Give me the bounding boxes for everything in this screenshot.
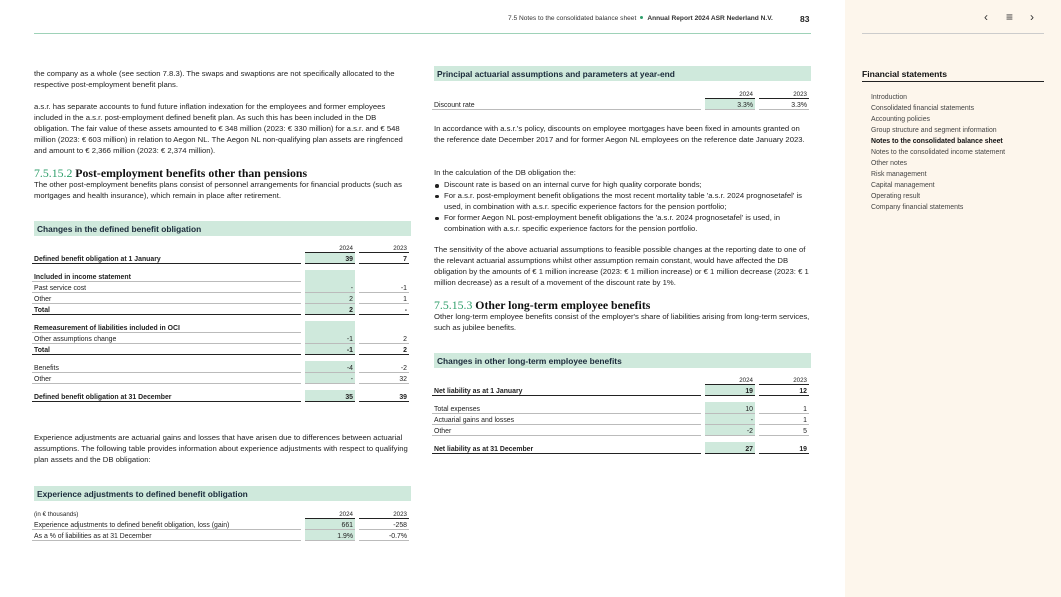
sidebar-nav-item[interactable]: Company financial statements bbox=[871, 204, 964, 212]
value-2024: 39 bbox=[305, 252, 355, 263]
sidebar-nav-item[interactable]: Notes to the consolidated balance sheet bbox=[871, 138, 1003, 146]
value-2023: 3.3% bbox=[759, 98, 809, 109]
value-2024: 27 bbox=[705, 442, 755, 453]
value-2024: 3.3% bbox=[705, 98, 755, 109]
year-2023: 2023 bbox=[759, 88, 809, 98]
table-row bbox=[32, 292, 409, 303]
spacer-cell bbox=[705, 395, 755, 402]
value-2023: 2 bbox=[359, 332, 409, 343]
table-spacer bbox=[32, 354, 409, 361]
table-row bbox=[432, 413, 809, 424]
paragraph-5: In accordance with a.s.r.'s policy, discounts on employee mortgages have been fixed in amounts granted on the reference date December 2017 and for former Aegon NL employees on the reference date January 2023. bbox=[434, 124, 805, 144]
spacer-cell bbox=[305, 354, 355, 361]
bullet-item: Discount rate is based on an internal curve for high quality corporate bonds; bbox=[434, 180, 814, 191]
year-2024: 2024 bbox=[705, 374, 755, 384]
spacer-cell bbox=[432, 395, 701, 402]
table-row bbox=[432, 424, 809, 435]
table-year-header bbox=[432, 374, 809, 384]
table-row bbox=[32, 281, 409, 292]
table-year-header bbox=[432, 88, 809, 98]
spacer-cell bbox=[305, 263, 355, 270]
header-rule bbox=[34, 33, 811, 34]
table-row bbox=[32, 332, 409, 343]
spacer-cell bbox=[359, 383, 409, 390]
value-2024: - bbox=[705, 413, 755, 424]
spacer-cell bbox=[32, 383, 301, 390]
table-year-header bbox=[32, 508, 409, 518]
table-row bbox=[32, 390, 409, 401]
menu-icon[interactable]: ≡ bbox=[1006, 10, 1014, 24]
value-2023: -258 bbox=[359, 518, 409, 529]
sidebar-nav-item[interactable]: Capital management bbox=[871, 182, 935, 190]
spacer-cell bbox=[305, 314, 355, 321]
spacer-cell bbox=[305, 383, 355, 390]
table-row bbox=[432, 442, 809, 453]
header-dot bbox=[640, 16, 643, 19]
sidebar-title-rule bbox=[862, 81, 1044, 82]
table-spacer bbox=[432, 395, 809, 402]
paragraph-2: a.s.r. has separate accounts to fund future inflation indexation for the employees and former employees included in the a.s.r. post-employment defined benefit plan. As such this has been included in the DB obligation. The fair value of these assets amounted to € 348 million (2023: € 330 million) for a.s.r. and € 548 million (2023: € 603 million) in relation to Aegon NL. The Aegon NL non-qualifying plan assets are ringfenced and amount to € 2,366 million (2023: € 2,374 million). bbox=[34, 102, 403, 155]
sidebar-nav-item[interactable]: Notes to the consolidated income statement bbox=[871, 149, 1006, 157]
value-2023: - bbox=[359, 303, 409, 314]
table-row bbox=[32, 270, 409, 281]
year-2024: 2024 bbox=[305, 242, 355, 252]
table-unit-cell bbox=[32, 242, 301, 252]
sidebar-nav-item[interactable]: Risk management bbox=[871, 171, 927, 179]
row-label: Total expenses bbox=[432, 402, 701, 413]
table-title-other-long-term: Changes in other long-term employee benefits bbox=[434, 353, 811, 368]
bullet-item: For a.s.r. post-employment benefit obligations the most recent mortality table 'a.s.r. 2024 prognosetafel' is used, in combination with a.s.r. specific experience factors for the pension portfolio; bbox=[434, 191, 814, 213]
row-label: Discount rate bbox=[432, 98, 701, 109]
value-2024: - bbox=[305, 281, 355, 292]
value-2024: 2 bbox=[305, 292, 355, 303]
table-spacer bbox=[32, 314, 409, 321]
bullet-item: For former Aegon NL post-employment benefit obligations the 'a.s.r. 2024 prognosetafel' is used, in combination with a.s.r. specific experience factors for the pension portfolio. bbox=[434, 213, 814, 235]
sidebar-nav-item[interactable]: Group structure and segment information bbox=[871, 127, 997, 135]
value-2023: 1 bbox=[759, 413, 809, 424]
row-label: Benefits bbox=[32, 361, 301, 372]
table-unit-cell bbox=[432, 374, 701, 384]
value-2023: 19 bbox=[759, 442, 809, 453]
value-2023: 1 bbox=[759, 402, 809, 413]
chevron-right-icon[interactable]: › bbox=[1030, 10, 1034, 24]
table-unit-cell: (in € thousands) bbox=[34, 511, 79, 518]
value-2024 bbox=[305, 321, 355, 332]
sidebar-nav-list bbox=[871, 92, 1005, 214]
row-label: Defined benefit obligation at 31 December bbox=[32, 390, 301, 401]
row-label: Total bbox=[32, 303, 301, 314]
value-2024: 35 bbox=[305, 390, 355, 401]
year-2024: 2024 bbox=[705, 88, 755, 98]
table-row bbox=[32, 321, 409, 332]
table-experience-adjustments bbox=[32, 508, 409, 541]
paragraph-1: the company as a whole (see section 7.8.3). The swaps and swaptions are not specifically allocated to the respective post-employment benefit plans. bbox=[34, 69, 395, 89]
spacer-cell bbox=[359, 263, 409, 270]
spacer-cell bbox=[705, 435, 755, 442]
spacer-cell bbox=[759, 395, 809, 402]
row-label: Other assumptions change bbox=[32, 332, 301, 343]
section-number: 7.5.15.2 bbox=[34, 166, 73, 180]
table-row bbox=[32, 372, 409, 383]
sidebar-rule bbox=[862, 33, 1044, 34]
table-row bbox=[432, 98, 809, 109]
section-heading-7-5-15-2 bbox=[34, 166, 307, 181]
paragraph-3: The other post-employment benefits plans consist of personnel arrangements for financial products (such as mortgages and health insurance), which remain in place after retirement. bbox=[34, 180, 402, 200]
value-2023: 32 bbox=[359, 372, 409, 383]
value-2023: 7 bbox=[359, 252, 409, 263]
table-actuarial-assumptions bbox=[432, 88, 809, 110]
sidebar-nav-item[interactable]: Operating result bbox=[871, 193, 921, 201]
spacer-cell bbox=[32, 354, 301, 361]
table-row bbox=[32, 303, 409, 314]
sidebar bbox=[845, 0, 1061, 597]
value-2024: -4 bbox=[305, 361, 355, 372]
row-label: Other bbox=[32, 292, 301, 303]
spacer-cell bbox=[32, 263, 301, 270]
value-2024: 2 bbox=[305, 303, 355, 314]
value-2023: 5 bbox=[759, 424, 809, 435]
value-2024: -1 bbox=[305, 343, 355, 354]
value-2024: - bbox=[305, 372, 355, 383]
value-2024: 10 bbox=[705, 402, 755, 413]
value-2023: 2 bbox=[359, 343, 409, 354]
value-2024 bbox=[305, 270, 355, 281]
sidebar-nav-item[interactable]: Consolidated financial statements bbox=[871, 105, 975, 113]
value-2024: 661 bbox=[305, 518, 355, 529]
page-number: 83 bbox=[800, 14, 810, 24]
value-2024: -1 bbox=[305, 332, 355, 343]
row-label: As a % of liabilities as at 31 December bbox=[32, 529, 301, 540]
value-2023: 1 bbox=[359, 292, 409, 303]
table-spacer bbox=[32, 263, 409, 270]
row-label: Experience adjustments to defined benefit obligation, loss (gain) bbox=[32, 518, 301, 529]
row-label: Remeasurement of liabilities included in OCI bbox=[32, 321, 301, 332]
value-2023: -0.7% bbox=[359, 529, 409, 540]
row-label: Net liability as at 31 December bbox=[432, 442, 701, 453]
row-label: Included in income statement bbox=[32, 270, 301, 281]
paragraph-7: The sensitivity of the above actuarial assumptions to feasible possible changes at the reporting date to one of the relevant actuarial assumptions whilst other assumption remain constant, would have affected the DB obligation by the amounts of € 1 million increase (2023: € 1 million increase) or € 1 million decrease (2023: € 1 million decrease) as a result of a movement of the discount rate by 1%. bbox=[434, 245, 809, 287]
value-2023 bbox=[359, 270, 409, 281]
value-2024: 19 bbox=[705, 384, 755, 395]
table-title-changes-dbo: Changes in the defined benefit obligation bbox=[34, 221, 411, 236]
table-row bbox=[32, 529, 409, 540]
section-number: 7.5.15.3 bbox=[434, 298, 473, 312]
spacer-cell bbox=[359, 354, 409, 361]
table-title-experience-adjustments: Experience adjustments to defined benefit obligation bbox=[34, 486, 411, 501]
year-2023: 2023 bbox=[359, 242, 409, 252]
value-2023: 12 bbox=[759, 384, 809, 395]
row-label: Other bbox=[32, 372, 301, 383]
table-row bbox=[32, 252, 409, 263]
spacer-cell bbox=[359, 314, 409, 321]
sidebar-nav-item[interactable]: Introduction bbox=[871, 94, 908, 101]
paragraph-6: In the calculation of the DB obligation the: bbox=[434, 168, 576, 177]
row-label: Actuarial gains and losses bbox=[432, 413, 701, 424]
table-row bbox=[32, 518, 409, 529]
table-title-actuarial-assumptions: Principal actuarial assumptions and parameters at year-end bbox=[434, 66, 811, 81]
table-changes-dbo bbox=[32, 242, 409, 402]
value-2023: -2 bbox=[359, 361, 409, 372]
table-unit-cell bbox=[432, 88, 701, 98]
table-spacer bbox=[32, 383, 409, 390]
paragraph-8: Other long-term employee benefits consist of the employer's share of liabilities arising from long-term services, such as jubilee benefits. bbox=[434, 312, 810, 332]
table-row bbox=[432, 384, 809, 395]
year-2023: 2023 bbox=[359, 508, 409, 518]
table-spacer bbox=[432, 435, 809, 442]
value-2023 bbox=[359, 321, 409, 332]
table-year-header bbox=[32, 242, 409, 252]
row-label: Total bbox=[32, 343, 301, 354]
sidebar-title[interactable]: Financial statements bbox=[862, 69, 948, 79]
value-2023: 39 bbox=[359, 390, 409, 401]
table-row bbox=[432, 402, 809, 413]
year-2023: 2023 bbox=[759, 374, 809, 384]
year-2024: 2024 bbox=[305, 508, 355, 518]
spacer-cell bbox=[759, 435, 809, 442]
bullet-list bbox=[434, 180, 814, 235]
value-2023: -1 bbox=[359, 281, 409, 292]
row-label: Defined benefit obligation at 1 January bbox=[32, 252, 301, 263]
row-label: Other bbox=[432, 424, 701, 435]
running-header bbox=[508, 15, 773, 22]
paragraph-4: Experience adjustments are actuarial gains and losses that have arisen due to differences between actuarial assumptions. The following table provides information about experience adjustments with respect to qualifying plan assets and the DB obligation: bbox=[34, 433, 408, 464]
spacer-cell bbox=[432, 435, 701, 442]
sidebar-nav-item[interactable]: Other notes bbox=[871, 160, 908, 168]
spacer-cell bbox=[32, 314, 301, 321]
section-title: Other long-term employee benefits bbox=[475, 298, 651, 312]
header-section: 7.5 Notes to the consolidated balance sheet bbox=[508, 15, 637, 22]
table-row bbox=[32, 343, 409, 354]
table-other-long-term bbox=[432, 374, 809, 454]
value-2024: -2 bbox=[705, 424, 755, 435]
sidebar-nav-item[interactable]: Accounting policies bbox=[871, 116, 930, 124]
section-heading-7-5-15-3 bbox=[434, 298, 650, 313]
row-label: Net liability as at 1 January bbox=[432, 384, 701, 395]
table-row bbox=[32, 361, 409, 372]
value-2024: 1.9% bbox=[305, 529, 355, 540]
header-report: Annual Report 2024 ASR Nederland N.V. bbox=[647, 15, 773, 22]
row-label: Past service cost bbox=[32, 281, 301, 292]
section-title: Post-employment benefits other than pensions bbox=[75, 166, 308, 180]
chevron-left-icon[interactable]: ‹ bbox=[984, 10, 988, 24]
